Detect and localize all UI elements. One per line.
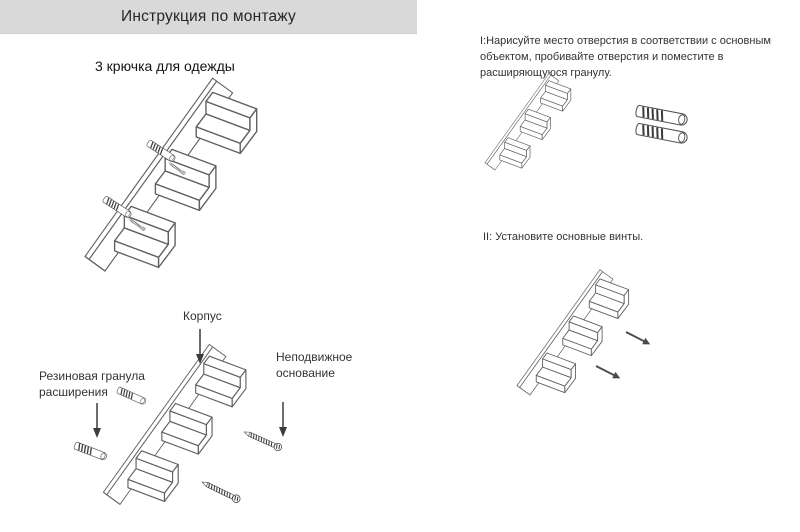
label-body: Корпус	[183, 309, 222, 323]
diagram-step-1	[485, 74, 688, 170]
diagram-step-2	[517, 270, 652, 395]
flat-head-screw-icon	[594, 363, 622, 382]
label-expansion-granule: Резиновая гранула расширения	[39, 369, 145, 399]
step-2-instruction: II: Установите основные винты.	[483, 231, 644, 243]
screw-icon	[200, 479, 241, 504]
diagram-exploded-parts	[73, 329, 287, 504]
step-1-instruction: I:Нарисуйте место отверстия в соответствии с основным объектом, пробивайте отверстия и поместите в расширяющуюся гранулу.	[480, 35, 771, 79]
hook-rack-drawing	[517, 270, 629, 395]
wall-anchor-icon	[635, 123, 688, 144]
product-subtitle: 3 крючка для одежды	[95, 58, 235, 74]
down-arrow	[279, 402, 287, 437]
flat-head-screw-icon	[624, 329, 652, 348]
diagram-main-rack	[85, 78, 257, 271]
wall-anchor-icon	[635, 105, 688, 126]
hook-rack-drawing	[85, 78, 257, 271]
label-fixed-base: Неподвижное основание	[276, 350, 353, 380]
down-arrow	[93, 403, 101, 438]
page-title: Инструкция по монтажу	[121, 7, 296, 25]
wall-anchor-icon	[116, 387, 147, 406]
screw-icon	[243, 429, 283, 452]
wall-anchor-icon	[73, 442, 107, 461]
hook-rack-drawing	[103, 344, 246, 504]
hook-rack-drawing	[485, 74, 571, 170]
